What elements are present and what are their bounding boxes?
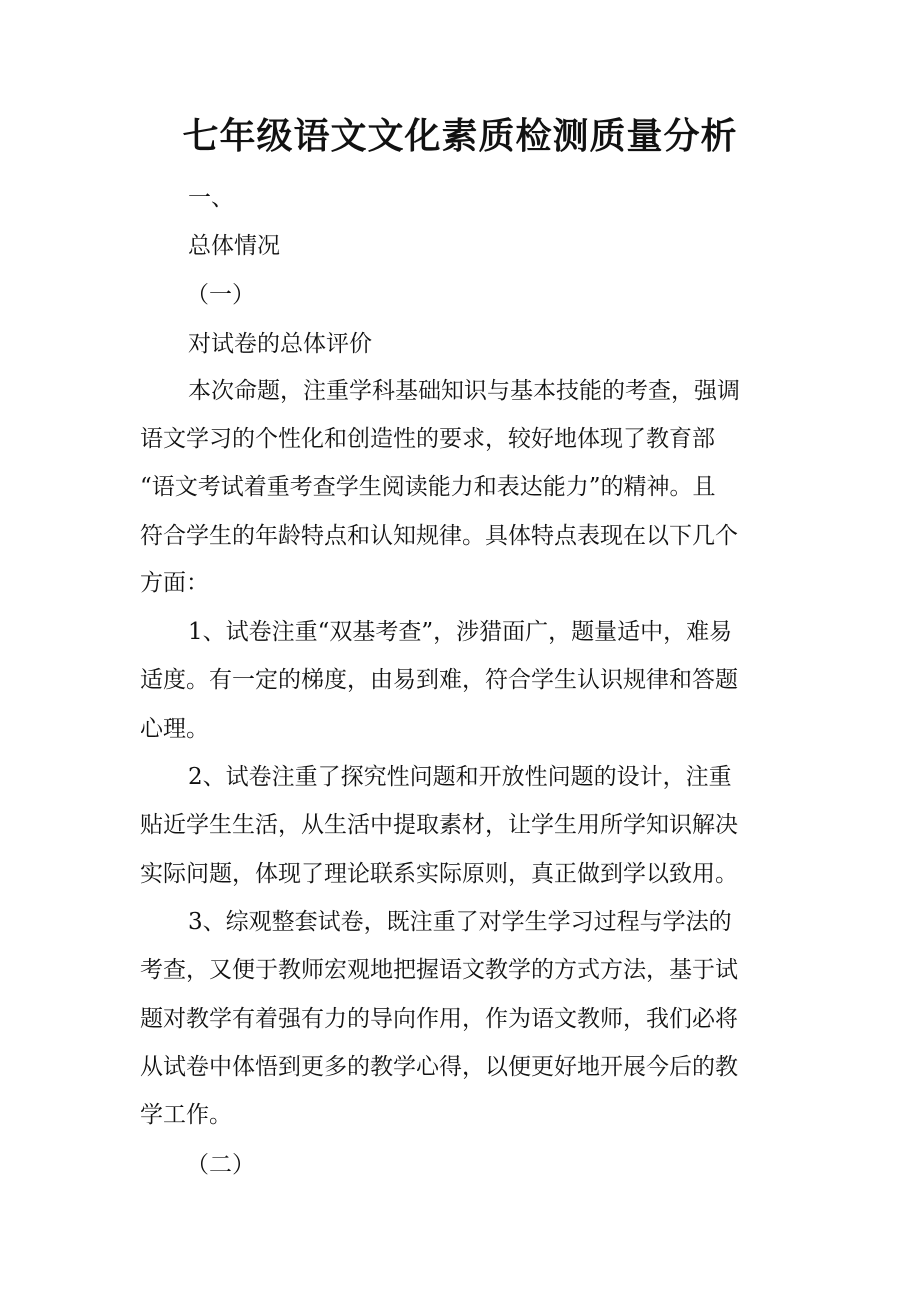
subsection-heading: 对试卷的总体评价: [188, 331, 372, 357]
paragraph-line: “语文考试着重考查学生阅读能力和表达能力”的精神。且: [140, 474, 716, 500]
subsection-number: （一）: [186, 282, 255, 308]
paragraph-line: 学工作。: [140, 1102, 232, 1128]
paragraph-line: 从试卷中体悟到更多的教学心得，以便更好地开展今后的教: [140, 1054, 738, 1080]
paragraph-line: 题对教学有着强有力的导向作用，作为语文教师，我们必将: [140, 1006, 738, 1032]
paragraph-line: 2、试卷注重了探究性问题和开放性问题的设计，注重: [188, 764, 732, 790]
paragraph-line: 适度。有一定的梯度，由易到难，符合学生认识规律和答题: [140, 667, 738, 693]
paragraph-line: 符合学生的年龄特点和认知规律。具体特点表现在以下几个: [140, 523, 738, 549]
paragraph-line: 实际问题，体现了理论联系实际原则，真正做到学以致用。: [140, 861, 738, 887]
paragraph-line: 方面：: [140, 570, 209, 596]
paragraph-line: 贴近学生生活，从生活中提取素材，让学生用所学知识解决: [140, 812, 738, 838]
paragraph-line: 1、试卷注重“双基考查”，涉猎面广，题量适中，难易: [188, 619, 733, 645]
paragraph-line: 考查，又便于教师宏观地把握语文教学的方式方法，基于试: [140, 957, 738, 983]
paragraph-line: 语文学习的个性化和创造性的要求，较好地体现了教育部: [140, 426, 715, 452]
paragraph-line: 心理。: [140, 716, 209, 742]
section-number: 一、: [188, 185, 234, 211]
subsection-number: （二）: [186, 1152, 255, 1178]
paragraph-line: 3、综观整套试卷，既注重了对学生学习过程与学法的: [188, 909, 732, 935]
paragraph-line: 本次命题，注重学科基础知识与基本技能的考查，强调: [188, 378, 740, 404]
page-title: 七年级语文文化素质检测质量分析: [182, 116, 738, 157]
section-heading: 总体情况: [188, 233, 280, 259]
